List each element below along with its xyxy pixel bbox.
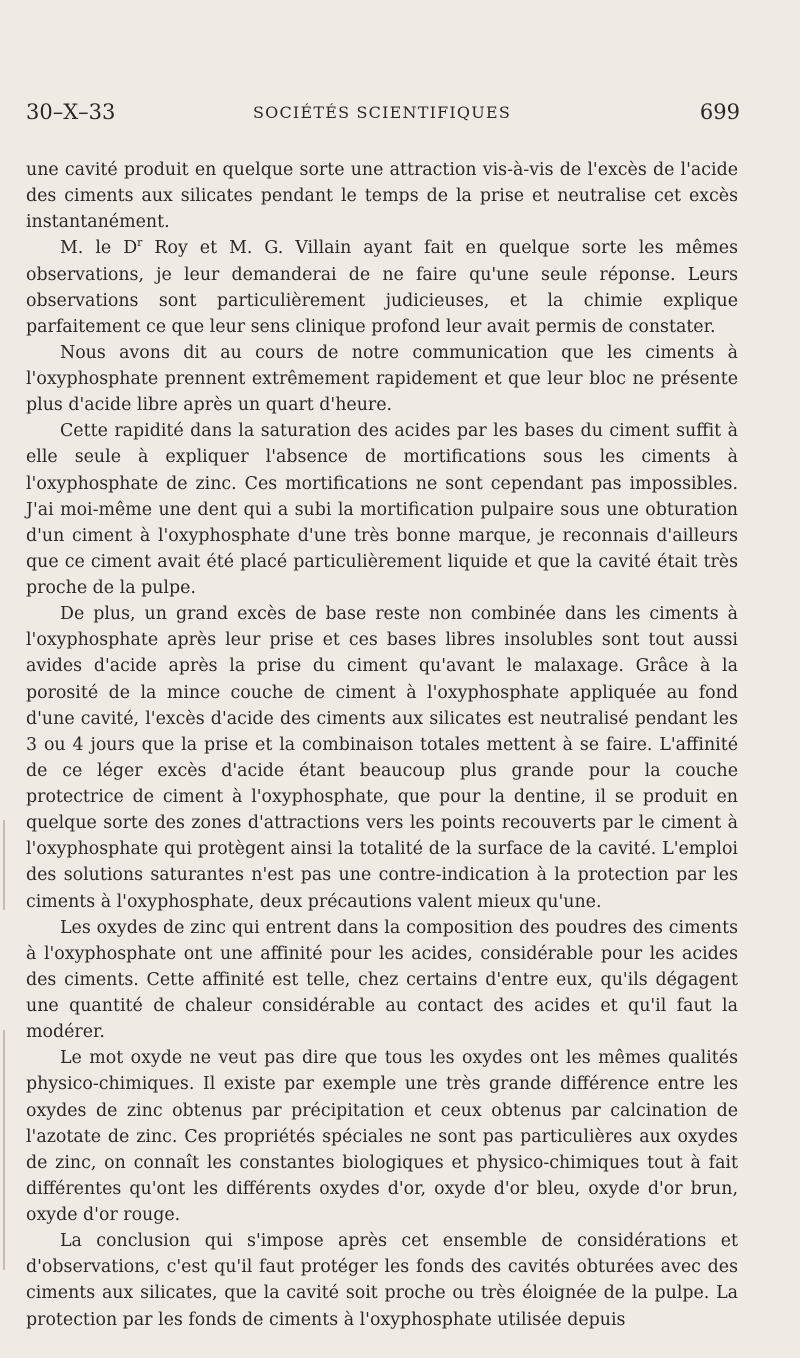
paragraph-7: Le mot oxyde ne veut pas dire que tous les oxydes ont les mêmes qualités physico-chimiques. Il existe par exemple une très grande différence entre les oxydes de zinc obtenus par précipitation et ceux obtenus par calcination de l'azotate de zinc. Ces propriétés spéciales ne sont pas particulières aux oxydes de zinc, on connaît les constantes biologiques et physico-chimiques tout à fait différentes qu'ont les différents oxydes d'or, oxyde d'or bleu, oxyde d'or brun, oxyde d'or rouge. [26, 1048, 738, 1225]
paragraph-5: De plus, un grand excès de base reste non combinée dans les ciments à l'oxyphosphate après leur prise et ces bases libres insolubles sont tout aussi avides d'acide après la prise du ciment qu'avant le malaxage. Grâce à la porosité de la mince couche de ciment à l'oxyphosphate appliquée au fond d'une cavité, l'excès d'acide des ciments aux silicates est neutralisé pendant les 3 ou 4 jours que la prise et la combinaison totales mettent à se faire. L'affinité de ce léger excès d'acide étant beaucoup plus grande pour la couche protectrice de ciment à l'oxyphosphate, que pour la dentine, il se produit en quelque sorte des zones d'attractions vers les points recouverts par le ciment à l'oxyphosphate qui protègent ainsi la totalité de la surface de la cavité. L'emploi des solutions saturantes n'est pas une contre-indication à la protection par les ciments à l'oxyphosphate, deux précautions valent mieux qu'une. [26, 604, 738, 912]
paragraph-1: une cavité produit en quelque sorte une attraction vis-à-vis de l'excès de l'acide des ciments aux silicates pendant le temps de la prise et neutralise cet excès instantanément. [26, 160, 738, 233]
paragraph-8: La conclusion qui s'impose après cet ensemble de considérations et d'observations, c'est qu'il faut protéger les fonds des cavités obturées avec des ciments aux silicates, que la cavité soit proche ou très éloignée de la pulpe. La protection par les fonds de ciments à l'oxyphosphate utilisée depuis [26, 1231, 738, 1330]
running-head [26, 100, 738, 134]
paragraph-2-start: M. le D [60, 238, 138, 259]
page-number: 699 [699, 100, 740, 124]
paragraph-2 [26, 235, 738, 340]
paragraph-2-rest: Roy et M. G. Villain ayant fait en quelque sorte les mêmes observations, je leur demanderai de ne faire qu'une seule réponse. Leurs observations sont particulièrement judicieuses, et la chimie explique parfaitement ce que leur sens clinique profond leur avait permis de constater. [26, 238, 738, 337]
doctor-abbrev-superscript: r [137, 236, 143, 250]
book-page [26, 0, 738, 1358]
body-text [26, 157, 738, 1333]
header-section-title: SOCIÉTÉS SCIENTIFIQUES [253, 103, 511, 122]
paragraph-3: Nous avons dit au cours de notre communication que les ciments à l'oxyphosphate prennent extrêmement rapidement et que leur bloc ne présente plus d'acide libre après un quart d'heure. [26, 342, 738, 416]
margin-mark [3, 820, 5, 910]
paragraph-4: Cette rapidité dans la saturation des acides par les bases du ciment suffit à elle seule à expliquer l'absence de mortifications sous les ciments à l'oxyphosphate de zinc. Ces mortifications ne sont cependant pas impossibles. J'ai moi-même une dent qui a subi la mortification pulpaire sous une obturation d'un ciment à l'oxyphosphate d'une très bonne marque, je reconnais d'ailleurs que ce ciment avait été placé particulièrement liquide et que la cavité était très proche de la pulpe. [26, 421, 738, 598]
margin-mark [3, 1030, 5, 1270]
paragraph-6: Les oxydes de zinc qui entrent dans la composition des poudres des ciments à l'oxyphosphate ont une affinité pour les acides, considérable pour les acides des ciments. Cette affinité est telle, chez certains d'entre eux, qu'ils dégagent une quantité de chaleur considérable au contact des acides et qu'il faut la modérer. [26, 917, 738, 1043]
header-date: 30–X–33 [26, 100, 116, 124]
